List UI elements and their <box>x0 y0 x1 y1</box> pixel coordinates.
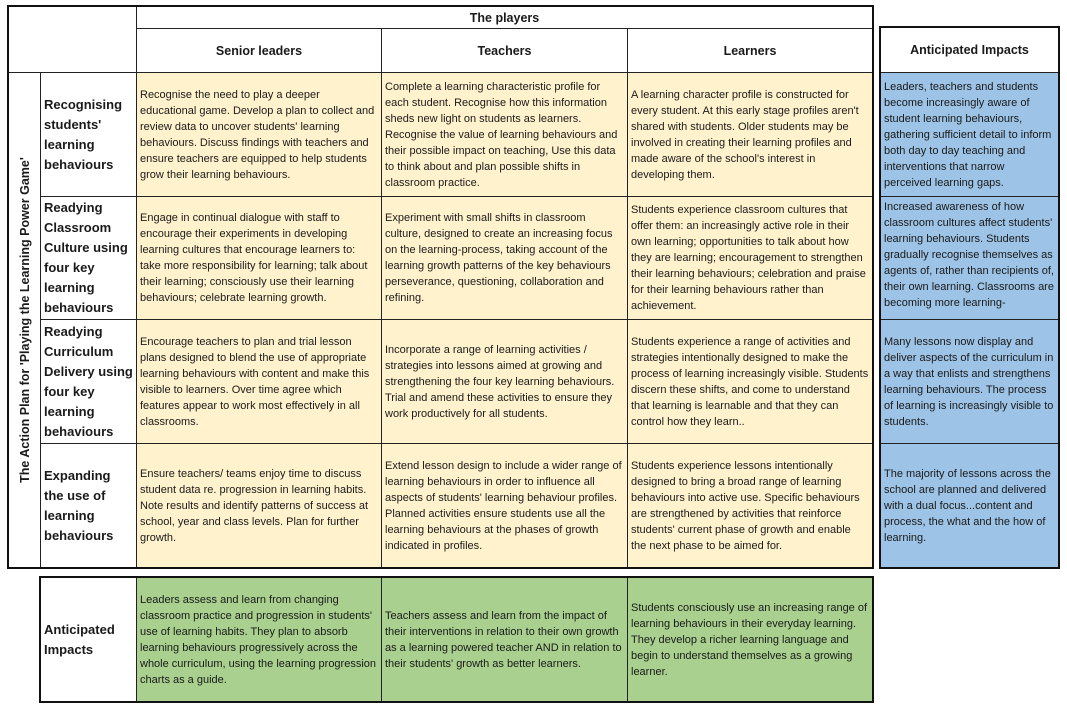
cell-learners: Students experience a range of activities and strategies intentionally designed to make the process of learning increasingly visible. Students discern these shifts, and come to understand that learning is learnable and that they can control how they learn.. <box>627 319 873 444</box>
action-plan-side-label: The Action Plan for 'Playing the Learning Power Game' <box>8 72 41 568</box>
row-label-expanding: Expanding the use of learning behaviours <box>40 443 137 568</box>
cell-senior-leaders: Encourage teachers to plan and trial lesson plans designed to blend the use of appropriate learning behaviours with content and make this visible to learners. Over time agree which features appear to work most effectively in all classrooms. <box>136 319 382 444</box>
column-header-senior-leaders: Senior leaders <box>136 28 382 73</box>
impact-cell: Many lessons now display and deliver aspects of the curriculum in a way that enlists and strengthens learning behaviours. The process of learning is increasingly visible to students. <box>880 319 1059 444</box>
bottom-cell-learners: Students consciously use an increasing range of learning behaviours in their everyday learning. They develop a richer learning language and begin to understand themselves as a growing learner. <box>627 577 873 702</box>
cell-learners: Students experience classroom cultures that offer them: an increasingly active role in their own learning; opportunities to talk about how they are learning; encouragement to strengthen their learning behaviours; celebration and praise for their learning behaviours rather than achievement. <box>627 196 873 320</box>
cell-senior-leaders: Ensure teachers/ teams enjoy time to discuss student data re. progression in learning habits. Note results and identify patterns of success at school, year and class levels. Plan for further growth. <box>136 443 382 568</box>
cell-learners: A learning character profile is constructed for every student. At this early stage profiles aren't shared with students. Older students may be involved in creating their learning profiles and made aware of the school's interest in developing them. <box>627 72 873 197</box>
impact-cell: Increased awareness of how classroom cultures affect students' learning behaviours. Students gradually recognise themselves as agents of, rather than recipients of, their own learning. Classrooms are becoming more learning- <box>880 196 1059 320</box>
cell-learners: Students experience lessons intentionally designed to bring a broad range of learning behaviours into active use. Specific behaviours are strengthened by activities that reinforce students' current phase of growth and enable the next phase to be aimed for. <box>627 443 873 568</box>
cell-teachers: Incorporate a range of learning activities / strategies into lessons aimed at growing and strengthening the four key learning behaviours. Trial and amend these activities to ensure they work productively for all students. <box>381 319 628 444</box>
row-label-classroom-culture: Readying Classroom Culture using four key learning behaviours <box>40 196 137 320</box>
corner-blank-cell <box>8 6 137 73</box>
bottom-cell-teachers: Teachers assess and learn from the impact of their interventions in relation to their own growth as a learning powered teacher AND in relation to their students' growth as better learners. <box>381 577 628 702</box>
cell-senior-leaders: Engage in continual dialogue with staff to encourage their experiments in developing learning cultures that encourage learners to: take more responsibility for learning; talk about their learning; consciously use their learning behaviours; celebrate learning growth. <box>136 196 382 320</box>
row-label-recognising: Recognising students' learning behaviours <box>40 72 137 197</box>
bottom-cell-senior-leaders: Leaders assess and learn from changing classroom practice and progression in students' use of learning habits. They plan to absorb learning behaviours progressively across the whole curriculum, using the learning progression charts as a guide. <box>136 577 382 702</box>
impact-cell: Leaders, teachers and students become increasingly aware of student learning behaviours, gathering sufficient detail to inform both day to day teaching and interventions that narrow perceived learning gaps. <box>880 72 1059 197</box>
column-header-learners: Learners <box>627 28 873 73</box>
cell-teachers: Experiment with small shifts in classroom culture, designed to create an increasing focus on the learning-process, taking account of the learning growth patterns of the key behaviours perseverance, questioning, collaboration and refining. <box>381 196 628 320</box>
cell-teachers: Complete a learning characteristic profile for each student. Recognise how this information sheds new light on students as learners. Recognise the value of learning behaviours and their possible impact on teaching, Use this data to think about and plan possible shifts in classroom practice. <box>381 72 628 197</box>
bottom-row-label: Anticipated Impacts <box>40 577 137 702</box>
impacts-header: Anticipated Impacts <box>880 27 1059 73</box>
column-header-teachers: Teachers <box>381 28 628 73</box>
impact-cell: The majority of lessons across the school are planned and delivered with a dual focus...content and process, the what and the how of learning. <box>880 443 1059 568</box>
cell-senior-leaders: Recognise the need to play a deeper educational game. Develop a plan to collect and review data to uncover students' learning behaviours. Discuss findings with teachers and ensure teachers are equipped to help students grow their learning behaviours. <box>136 72 382 197</box>
row-label-curriculum-delivery: Readying Curriculum Delivery using four key learning behaviours <box>40 319 137 444</box>
players-group-title: The players <box>469 10 540 25</box>
players-group-header <box>136 6 873 29</box>
cell-teachers: Extend lesson design to include a wider range of learning behaviours in order to influence all aspects of students' learning behaviour profiles. Planned activities ensure students use all the learning behaviours at the phases of growth indicated in profiles. <box>381 443 628 568</box>
